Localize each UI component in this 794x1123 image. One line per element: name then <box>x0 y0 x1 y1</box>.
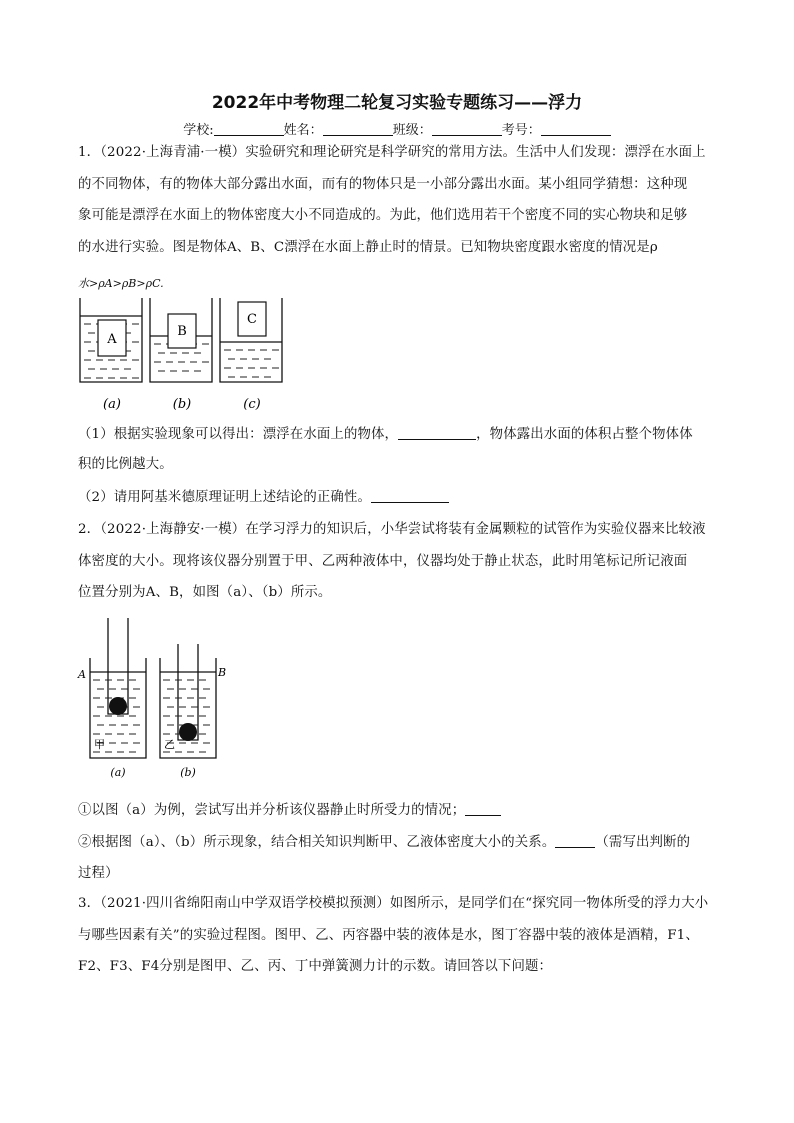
question-3-line: F2、F3、F4分别是图甲、乙、丙、丁中弹簧测力计的示数。请回答以下问题： <box>78 959 553 974</box>
name-blank[interactable] <box>323 122 393 136</box>
sub-question-2-text: （2）请用阿基米德原理证明上述结论的正确性。 <box>78 490 372 505</box>
metal-granules-a <box>109 697 127 715</box>
q2-sub-2 <box>78 827 718 859</box>
metal-granules-b <box>179 723 197 741</box>
mark-b-label: B <box>218 666 227 679</box>
sub-question-1-cont: 积的比例越大。 <box>78 457 173 472</box>
answer-blank[interactable] <box>371 489 449 503</box>
page-title: 2022年中考物理二轮复习实验专题练习——浮力 <box>211 93 583 113</box>
q2-sub-1-text: ①以图（a）为例，尝试写出并分析该仪器静止时所受力的情况； <box>78 803 466 818</box>
question-1-text <box>78 137 718 263</box>
school-blank[interactable] <box>214 122 284 136</box>
sub-question-1 <box>78 420 718 450</box>
density-relation: 水>ρA>ρB>ρC. <box>78 277 164 290</box>
school-label: 学校: <box>183 123 214 138</box>
sub-question-1-text-b: ，物体露出水面的体积占整个物体体 <box>476 427 693 442</box>
sub-question-1-text-a: （1）根据实验现象可以得出：漂浮在水面上的物体， <box>78 427 399 442</box>
question-2-line: 2．（2022·上海静安·一模）在学习浮力的知识后，小华尝试将装有金属颗粒的试管作为实验仪器来比较液 <box>78 522 706 537</box>
question-1-subparts <box>78 420 718 513</box>
exam-no-label: 考号： <box>501 123 541 138</box>
student-info-line <box>0 119 794 138</box>
liquid-2-label: 乙 <box>164 738 175 751</box>
question-2-line: 体密度的大小。现将该仪器分别置于甲、乙两种液体中，仪器均处于静止状态，此时用笔标记所记液面 <box>78 553 688 569</box>
exam-no-blank[interactable] <box>541 122 611 136</box>
question-1-line: 象可能是漂浮在水面上的物体密度大小不同造成的。为此，他们选用若干个密度不同的实心物块和足够 <box>78 208 688 223</box>
mark-a-label: A <box>78 668 86 681</box>
answer-blank[interactable] <box>465 802 501 816</box>
sub-question-2 <box>78 483 718 513</box>
caption-c: (c) <box>243 397 261 412</box>
q2-sub-1 <box>78 795 718 827</box>
question-3-line: 3．（2021·四川省绵阳南山中学双语学校模拟预测）如图所示，是同学们在“探究同一物体所受的浮力大小 <box>78 896 709 911</box>
liquid-1-label: 甲 <box>94 738 105 751</box>
question-1-line: 的水进行实验。图是物体A、B、C漂浮在水面上静止时的情景。已知物块密度跟水密度的情况是ρ <box>78 239 658 255</box>
figure-floating-blocks <box>78 296 288 416</box>
question-2-subparts <box>78 795 718 890</box>
caption-b: (b) <box>172 397 192 412</box>
figure-test-tube-hydrometer <box>76 614 236 784</box>
question-2-text <box>78 514 718 609</box>
caption-b: (b) <box>180 766 196 779</box>
answer-blank[interactable] <box>555 834 595 848</box>
name-label: 姓名： <box>283 123 323 138</box>
caption-a: (a) <box>110 766 126 779</box>
q2-sub-2-cont: 过程） <box>78 866 119 881</box>
question-1-line: 的不同物体，有的物体大部分露出水面，而有的物体只是一小部分露出水面。某小组同学猜想：这种现 <box>78 176 688 192</box>
class-blank[interactable] <box>432 122 502 136</box>
question-2-line: 位置分别为A、B，如图（a）、（b）所示。 <box>78 585 332 600</box>
question-1-line: 1．（2022·上海青浦·一模）实验研究和理论研究是科学研究的常用方法。生活中人们发现：漂浮在水面上 <box>78 145 706 160</box>
answer-blank[interactable] <box>398 426 476 440</box>
question-3-text <box>78 888 718 983</box>
caption-a: (a) <box>103 397 121 412</box>
block-b-label: B <box>177 324 187 339</box>
block-c-label: C <box>247 312 257 327</box>
question-3-line: 与哪些因素有关”的实验过程图。图甲、乙、丙容器中装的液体是水，图丁容器中装的液体是酒精，F1、 <box>78 927 699 943</box>
class-label: 班级： <box>392 123 432 138</box>
block-a-label: A <box>107 332 117 347</box>
q2-sub-2-text-b: （需写出判断的 <box>595 834 691 850</box>
q2-sub-2-text-a: ②根据图（a）、（b）所示现象，结合相关知识判断甲、乙液体密度大小的关系。 <box>78 834 556 850</box>
